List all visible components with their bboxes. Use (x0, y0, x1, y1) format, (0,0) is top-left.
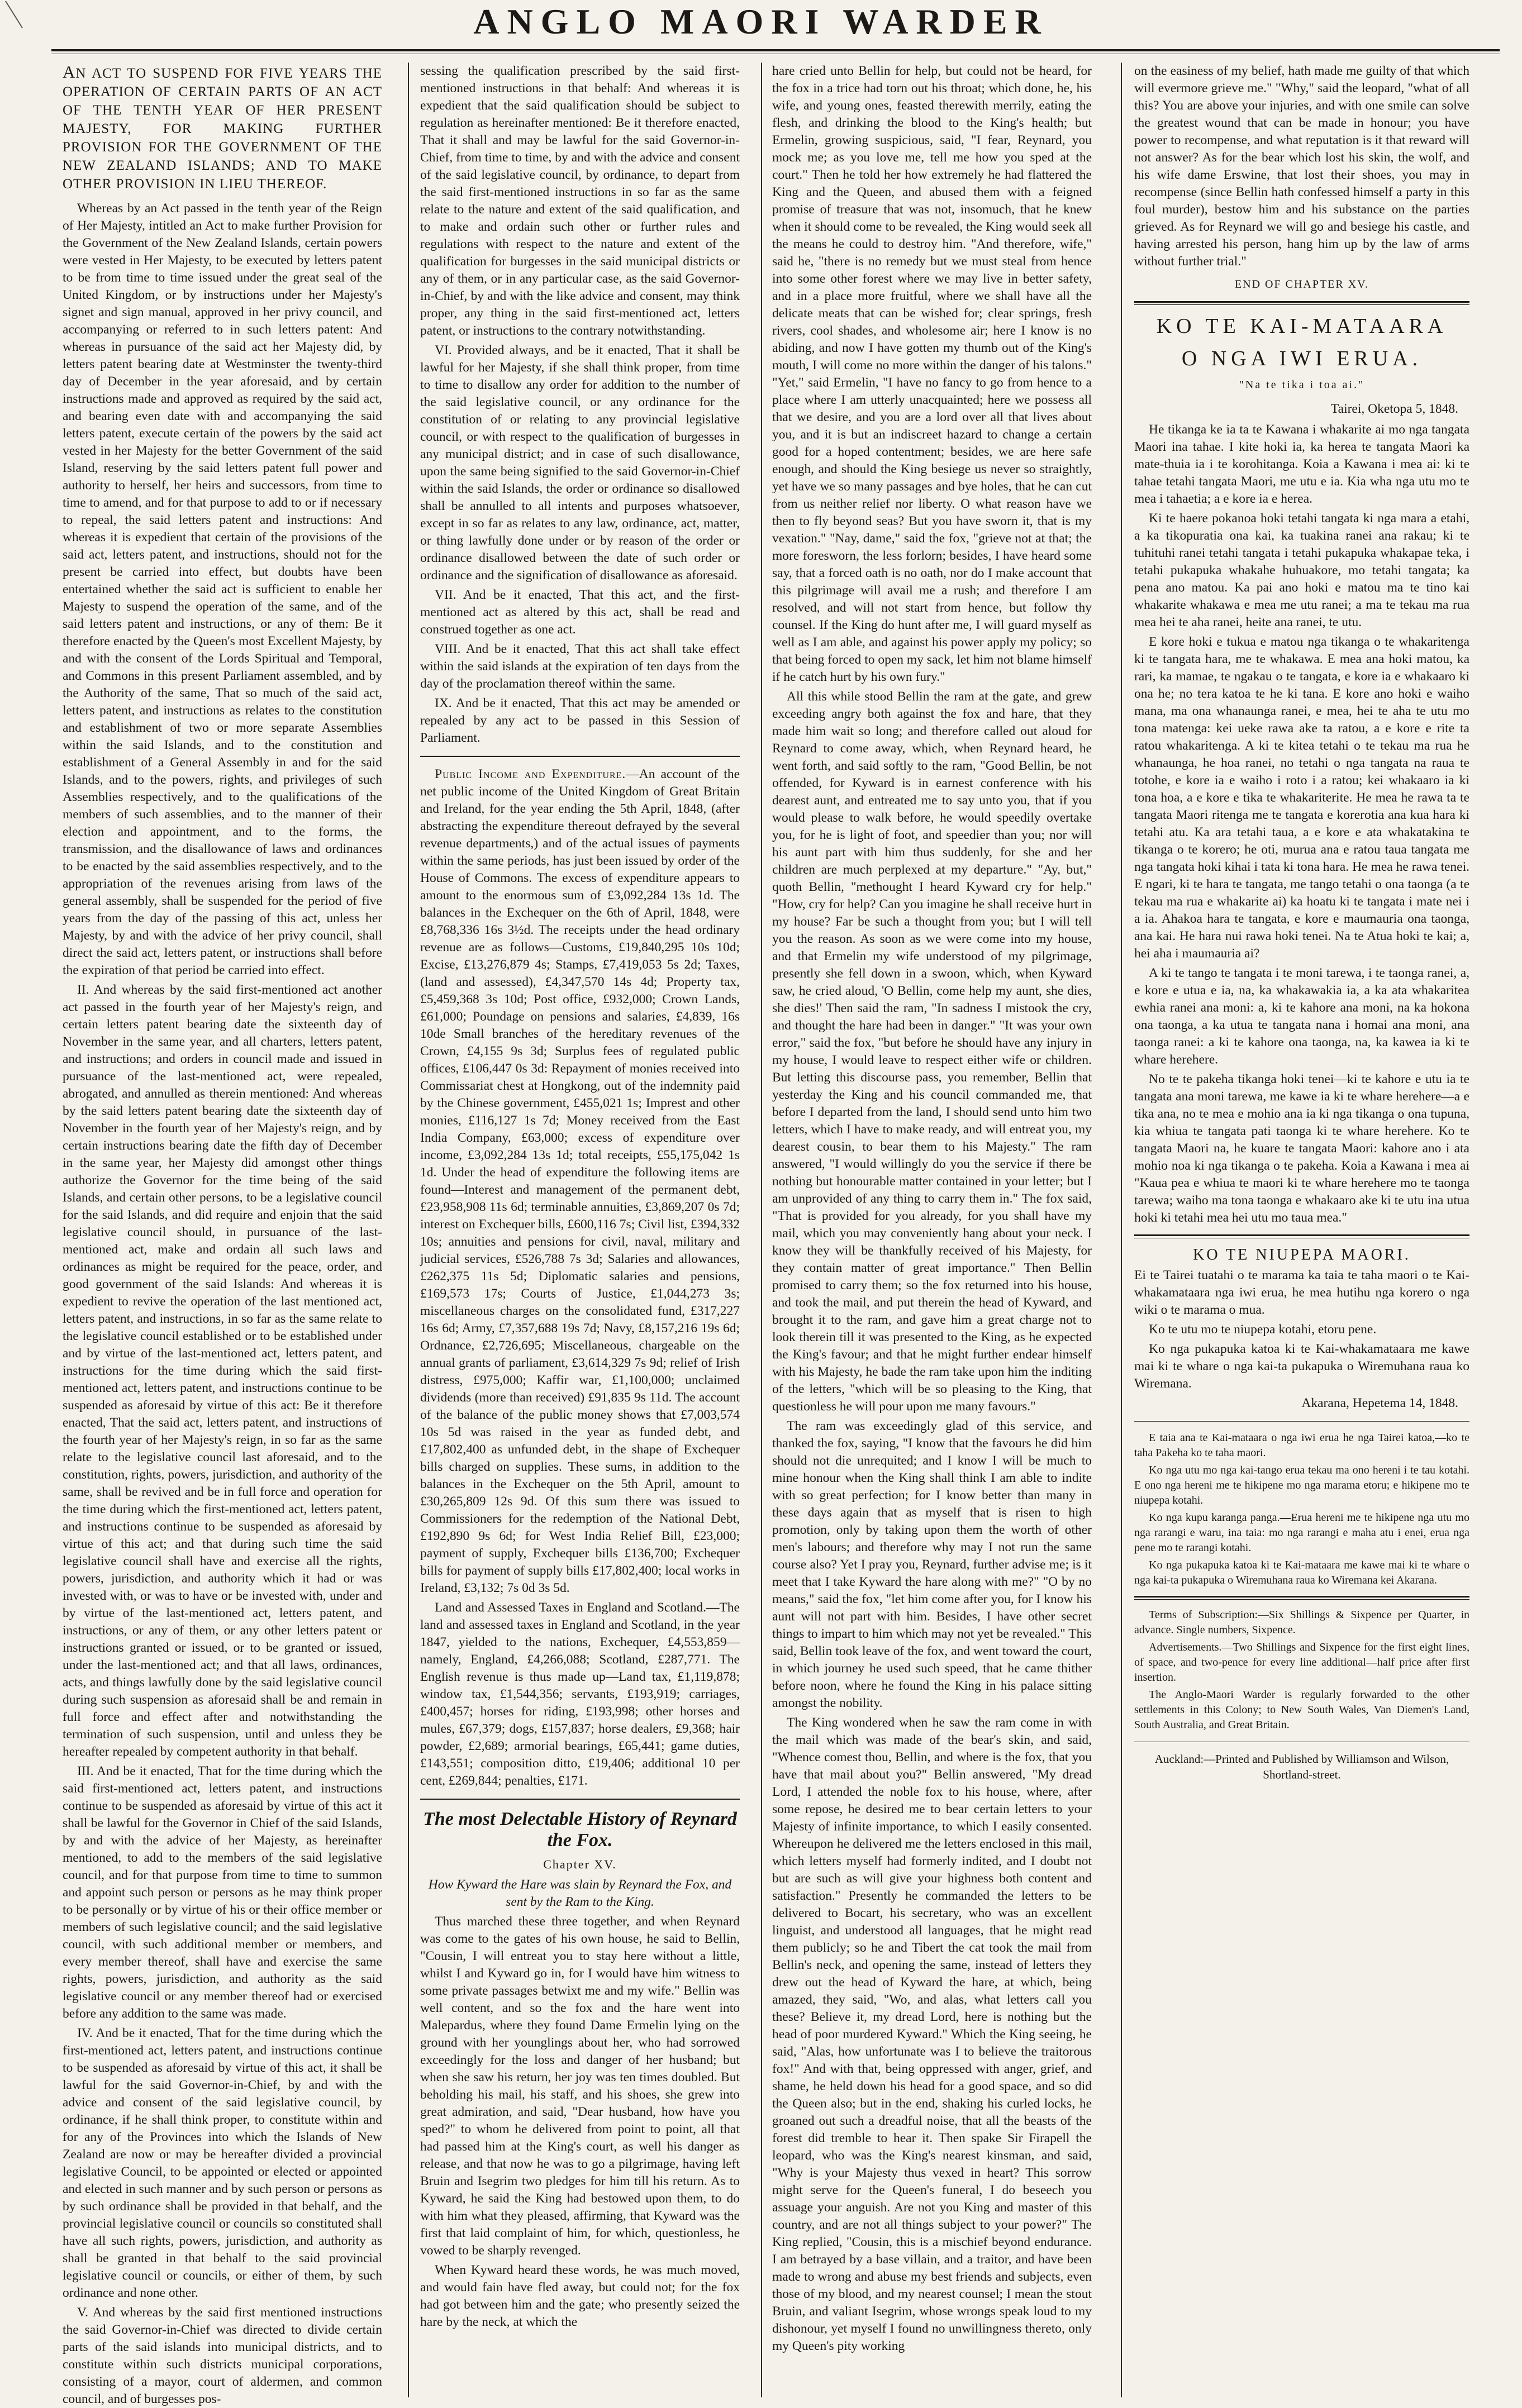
act-paragraph: VI. Provided always, and be it enacted, That it shall be lawful for her Majesty, if she shall think proper, from time to time to disallow any order for addition to the number of the said legislative council, or any ordinance for the constitution of or relating to any provincial legislative council, or with respect to the qualification of burgesses in any municipal district; and in case of such disallowance, upon the same being signified to the said Governor-in-Chief within the said Islands, the order or ordinance so disallowed shall be annulled to all intents and purposes whatsoever, except in so far as relates to any law, ordinance, act, matter, or thing lawfully done under or by reason of the order or ordinance disallowed between the date of such order or ordinance and the signification of disallowance as aforesaid. (420, 343, 740, 583)
niupepa-dateline: Akarana, Hepetema 14, 1848. (1301, 1396, 1458, 1410)
maori-title-line-1: KO TE KAI-MATAARA (1156, 314, 1448, 338)
dateline: Tairei, Oketopa 5, 1848. (1330, 402, 1458, 416)
section-divider (1134, 1234, 1469, 1238)
column-rule (1121, 63, 1122, 2397)
revenue-paragraph: Land and Assessed Taxes in England and Scotland.—The land and assessed taxes in England and Scotland, in the year 1847, yielded to the nations, Exchequer, £4,553,859—namely, England, £4,266,088; Scotland, £287,771. The English revenue is thus made up—Land tax, £1,119,878; window tax, £1,544,356; servants, £193,919; carriages, £400,457; horses for riding, £193,998; other horses and mules, £67,379; dogs, £157,837; horse dealers, £9,368; hair powder, £2,689; armorial bearings, £65,441; game duties, £143,551; composition ditto, £19,406; additional 10 per cent, £269,844; penalties, £171. (420, 1600, 740, 1788)
niupepa-paragraph: Ei te Tairei tuatahi o te marama ka taia te taha maori o te Kai-whakamataara nga iwi erua, he mea hutihu nga korero o nga wiki o te marama o mua. (1134, 1268, 1469, 1317)
story-paragraph: The ram was exceedingly glad of this service, and thanked the fox, saying, "I know that the favours he did him should not die unrequited; and I know I will be much to mine honour when the King shall think I am able to indite with so great perfection; for I know better than many in these days again that as myself that is risen to high promotion, only by taking upon them the worth of other men's labours; and therefore why may I not run the same course also? Yet I pray you, Reynard, further advise me; is it meet that I take Kyward the hare along with me?" "O by no means," said the fox, "let him come after you, for I know his aunt will not part with him. Besides, I have other secret things to impart to him which may not yet be revealed." This said, Bellin took leave of the fox, and went toward the court, in which journey he used such speed, that he came thither before noon, where he found the King in his palace sitting amongst the nobility. (772, 1419, 1092, 1710)
act-paragraph: IV. And be it enacted, That for the time during which the first-mentioned act, letters patent, and instructions continue to be suspended as aforesaid by virtue of this act, it shall be lawful for the said Governor-in-Chief, by and with the advice and consent of the said legislative council, by ordinance, if he shall think proper, to constitute within and for any of the Provinces into which the Islands of New Zealand are now or may be hereafter divided a provincial legislative Council, to be appointed or elected or appointed and elected in such manner and by such person or persons as by such ordinance shall be provided in that behalf, and the provincial legislative council or councils so constituted shall have all such rights, powers, jurisdiction, and authority as shall be granted in that behalf to the said provincial legislative council or councils, or either of them, by such ordinance and none other. (63, 2026, 382, 2300)
section-divider (420, 756, 740, 757)
section-divider (420, 1799, 740, 1800)
act-paragraph: II. And whereas by the said first-mentioned act another act passed in the fourth year of her Majesty's reign, and certain letters patent bearing date the sixteenth day of November in the same year, and all charters, letters patent, and instructions; and orders in council made and issued in pursuance of the last-mentioned act, were repealed, abrogated, and annulled as therein mentioned: And whereas by the said letters patent bearing date the sixteenth day of November in the fourth year of her Majesty's reign, and by certain instructions bearing date the fifth day of December in the same year, her Majesty did amongst other things authorize the Governor for the time being of the said Islands, and certain other persons, to be a legislative council for the said Islands, and did require and enjoin that the said legislative council should, in pursuance of the last-mentioned act, make and ordain all such laws and ordinances as might be required for the peace, order, and good government of the said Islands: And whereas it is expedient to revive the operation of the last mentioned act, letters patent, and instructions, in so far as the same relate to the legislative council established or to be established under and by virtue of the last-mentioned act, letters patent, and instructions for the time during which the said first-mentioned act, letters patent, and instructions continue to be suspended as aforesaid by virtue of this act: Be it therefore enacted, That the said act, letters patent, and instructions of the fourth year of her Majesty's reign, in so far as the same relate to the legislative council last aforesaid, and to the constitution, rights, powers, jurisdiction, and authority of the same, shall be revived and be in full force and operation for the time during which the first-mentioned act, letters patent, and instructions continue to be suspended as aforesaid by virtue of this act; and that during such time the said legislative council shall have and exercise all the rights, powers, jurisdiction, and authority which it had or was invested with, or was to have or be invested with, under and by virtue of the last-mentioned act, letters patent, and instructions, or any of them, or any other letters patent or instructions granted or issued, or to be granted or issued, under the last-mentioned act; and that all laws, ordinances, acts, and things lawfully done by the said legislative council during such suspension as aforesaid shall be and remain in full force and effect after and notwithstanding the termination of such suspension, until and unless they be hereafter repealed by competent authority in that behalf. (63, 983, 382, 1759)
maori-notice: Ko nga pukapuka katoa ki te Kai-mataara me kawe mai ki te whare o nga kai-ta pukapuka o Wiremuhana raua ko Wiremana kei Akarana. (1134, 1559, 1469, 1586)
maori-paragraph: No te te pakeha tikanga hoki tenei—ki te kahore e utu ia te tangata ana moni tarewa, me kawe ia ki te whare herehere—a e tika ana, no te mea e mohio ana ia ki nga tikanga o ona tupuna, kia whiua te tangata pati taonga ki te whare herehere. Ko te tangata Maori na, he kuare te tangata Maori: kahore ano i ata mohio noa ki nga tikanga o te pakeha. Koia a Kawana i mea ai "Kaua pea e whiua te maori ki te whare herehere mo te taonga tarewa; waiho ma tona taonga e whakaaro ake ki te utu ina utua hoki ki tetahi mea hei utu mo taua mea." (1134, 1072, 1469, 1225)
terms-paragraph: Advertisements.—Two Shillings and Sixpence for the first eight lines, of space, and two-pence for every line additional—half price after first insertion. (1134, 1641, 1469, 1684)
terms-paragraph: The Anglo-Maori Warder is regularly forwarded to the other settlements in this Colony; to New South Wales, Van Diemen's Land, South Australia, and Great Britain. (1134, 1689, 1469, 1731)
maori-title-line-2: O NGA IWI ERUA. (1181, 347, 1423, 370)
column-4 (1134, 63, 1469, 2381)
maori-motto: "Na te tika i toa ai." (1239, 379, 1365, 391)
section-divider (1134, 301, 1469, 305)
story-paragraph: hare cried unto Bellin for help, but could not be heard, for the fox in a trice had torn out his throat; which done, he, his wife, and young ones, feasted therewith merrily, eating the flesh, and drinking the blood to the King's health; but Ermelin, growing suspicious, said, "I fear, Reynard, you mock me; as you love me, tell me how you sped at the court." Then he told her how extremely he had flattered the King and the Queen, and abused them with a feigned promise of treasure that was not, insomuch, that he knew when it should come to be revealed, the King would seek all the means he could to destroy him. "And therefore, wife," said he, "there is no remedy but we must steal from hence into some other forest where we may live in better safety, and in a place more fruitful, where we shall have all the delicate meats that can be wished for; clear springs, fresh rivers, cool shades, and wholesome air; here I know is no abiding, and now I have gotten my thumb out of the King's mouth, I will come no more within the danger of his talons." "Yet," said Ermelin, "I have no fancy to go from hence to a place where I am utterly unacquainted; here we possess all that we desire, and you are a lord over all that lives about you, and it is but an indiscreet hazard to change a certain good for a hoped contentment; besides, we are here safe enough, and should the King besiege us never so straightly, yet have we so many passages and bye holes, that he can cut from us neither relief nor liberty. O what reason have we then to fly beyond seas? But you have sworn it, that is my vexation." "Nay, dame," said the fox, "grieve not at that; the more foresworn, the less forlorn; besides, I have heard some say, that a forced oath is no oath, nor do I make account that this pilgrimage will avail me a rush; and therefore I am resolved, and will not start from hence, but follow thy counsel. If the King do hunt after me, I will guard myself as well as I am able, and against his power apply my policy; so that being forced to open my sack, let him not blame himself if he catch hurt by his own fury." (772, 64, 1092, 684)
act-paragraph: sessing the qualification prescribed by the said first-mentioned instructions in that behalf: And whereas it is expedient that the said qualification should be subject to regulation as hereinafter mentioned: Be it therefore enacted, That it shall and may be lawful for the said Governor-in-Chief, from time to time, by and with the advice and consent of the said legislative council, by ordinance, to depart from the said first-mentioned instructions in so far as the same relate to the nature and extent of the said qualification, and to make and ordain such other or further rules and regulations with respect to the nature and extent of the qualification for burgesses in the said municipal districts or any of them, or in any particular case, as the said Governor-in-Chief, by and with the like advice and consent, may think proper, any thing in the said first-mentioned act, letters patent, or instructions to the contrary notwithstanding. (420, 64, 740, 338)
revenue-text: An account of the net public income of the United Kingdom of Great Britain and Ireland, for the year ending the 5th April, 1848, (after abstracting the expenditure thereout defrayed by the several revenue departments,) and of the actual issues of payments within the same periods, has just been issued by order of the House of Commons. The excess of expenditure appears to amount to the enormous sum of £3,092,284 13s 1d. The balances in the Exchequer on the 6th of April, 1848, were £8,768,336 16s 3½d. The receipts under the head ordinary revenue are as follows—Customs, £19,840,295 10s 10d; Excise, £13,276,879 4s; Stamps, £7,419,053 5s 2d; Taxes, (land and assessed), £4,347,570 14s 4d; Property tax, £5,459,368 3s 10d; Post office, £932,000; Crown Lands, £61,000; Poundage on pensions and salaries, £4,839, 16s 10de Small branches of the hereditary revenues of the Crown, £4,155 9s 3d; Surplus fees of regulated public offices, £106,447 0s 3d: Repayment of monies received into Commissariat chest at Hongkong, out of the indemnity paid by the Chinese government, £455,021 1s; Imprest and other monies, £116,127 1s 7d; Money received from the East India Company, £63,000; excess of expenditure over income, £3,092,284 13s 1d; total receipts, £55,175,042 1s 1d. Under the head of expenditure the following items are found—Interest and management of the permanent debt, £23,958,908 11s 6d; terminable annuities, £3,869,207 0s 7d; interest on Exchequer bills, £600,116 7s; Civil list, £394,332 10s; annuities and pensions for civil, naval, military and judicial services, £526,788 7s 3d; Salaries and allowances, £262,375 11s 5d; Diplomatic salaries and pensions, £169,573 17s; Courts of Justice, £1,044,273 3s; miscellaneous charges on the consolidated fund, £317,227 16s 6d; Army, £7,357,688 19s 7d; Navy, £8,157,216 19s 6d; Ordnance, £2,726,695; Miscellaneous, chargeable on the annual grants of parliament, £3,614,329 7s 9d; relief of Irish distress, £975,000; Kaffir war, £1,100,000; unclaimed dividends (more than received) £91,835 9s 11d. The account of the balance of the public money shows that £7,003,574 10s 5d was raised in the year as funded debt, and £17,802,400 as unfunded debt, in the shape of Exchequer bills charged on supplies. These sums, in addition to the balances in the Exchequer on the 5th April, amount to £30,265,809 12s 9d. Of this sum there was issued to Commissioners for the redemption of the National Debt, £192,890 9s 6d; for West India Relief Bill, £23,000; payment of supply, Exchequer bills £136,700; Exchequer bills for payment of supply bills £17,802,400; local works in Ireland, £3,132; 7s 0d 3s 5d. (420, 767, 740, 1595)
maori-paragraph: Ki te haere pokanoa hoki tetahi tangata ki nga mara a etahi, a ka tikopuratia ona kai, ka tuakina ranei ana rakau; ki te tuhituhi ranei tetahi tangata i tetahi pukapuka whakapae teka, i tetahi pukapuka whakahe huhuakore, mo tetahi tangata; ka pena ano matou. Ka pai ano hoki e matou ma te tino kai whakarite whakawa e mea me utu ranei; a ma te tekau ma rua mea hei te aha ranei, heite ana ranei, te utu. (1134, 511, 1469, 630)
revenue-heading: Public Income and Expenditure. (435, 767, 626, 781)
act-paragraph: V. And whereas by the said first mentioned instructions the said Governor-in-Chief was directed to divide certain parts of the said islands into municipal districts, and to constitute within such districts municipal corporations, consisting of a mayor, court of aldermen, and common council, and of burgesses pos- (63, 2305, 382, 2406)
story-paragraph: When Kyward heard these words, he was much moved, and would fain have fled away, but could not; for the fox had got between him and the gate; who presently seized the hare by the neck, at which the (420, 2263, 740, 2329)
niupepa-paragraph: Ko te utu mo te niupepa kotahi, etoru pene. (1149, 1322, 1377, 1337)
maori-notice: Ko nga kupu karanga panga.—Erua hereni me te hikipene nga utu mo nga rarangi e waru, ina taia: mo nga rarangi e maha atu i enei, erua nga pene mo te rarangi kotahi. (1134, 1511, 1469, 1554)
column-3 (772, 63, 1092, 2381)
act-paragraph: VIII. And be it enacted, That this act shall take effect within the said islands at the expiration of ten days from the day of the proclamation thereof within the same. (420, 642, 740, 691)
story-paragraph: on the easiness of my belief, hath made me guilty of that which will evermore grieve me." "Why," said the leopard, "what of all this? You are above your injuries, and with one smile can solve the greatest wound that can be made in honour; you have power to recompense, and what reputation is it that reward will not answer? As for the bear which lost his skin, the wolf, and his wife dame Erswine, that lost their shoes, you may in recompense (since Bellin hath confessed himself a party in this foul murder), bestow him and his substance on the parties grieved. As for Reynard we will go and besiege his castle, and having arrested his person, hang him up by the law of arms without further trial." (1134, 64, 1469, 269)
maori-paragraph: He tikanga ke ia ta te Kawana i whakarite ai mo nga tangata Maori ina tahae. I kite hoki ia, ka herea te tangata Maori ka mate-thuia ia i te korohitanga. Koia a Kawana i mea ai: ki te tahae tetahi tangata Maori, me utu e ia. Kia wha nga utu mo te mea i tahaetia; a e kore ia e herea. (1134, 422, 1469, 506)
act-paragraph: IX. And be it enacted, That this act may be amended or repealed by any act to be passed in this Session of Parliament. (420, 696, 740, 745)
masthead-rule-thick (51, 49, 1500, 51)
maori-paragraph: A ki te tango te tangata i te moni tarewa, i te taonga ranei, a, e kore e utua e ia, na, ka whakawakia ia, a ka ata whakaritea ewhia ranei ana moni: a, ki te kahore ana moni, na ka hokona ona taonga, a ka utua te tangata nana i homai ana moni, ana taonga ranei: a ki te kahore ona taonga, na, ka kawea ia ki te whare herehere. (1134, 966, 1469, 1067)
niupepa-paragraph: Ko nga pukapuka katoa ki te Kai-whakamataara me kawe mai ki te whare o nga kai-ta pukapuka o Wiremuhana raua ko Wiremana. (1134, 1342, 1469, 1391)
chapter-summary: How Kyward the Hare was slain by Reynard the Fox, and sent by the Ram to the King. (428, 1877, 732, 1909)
act-paragraph: VII. And be it enacted, That this act, and the first-mentioned act as altered by this act, shall be read and construed together as one act. (420, 588, 740, 637)
column-2 (420, 63, 740, 2381)
act-paragraph: III. And be it enacted, That for the time during which the said first-mentioned act, letters patent, and instructions continue to be suspended as aforesaid by virtue of this act it shall be lawful for the Governor in Chief of the said Islands, by and with the advice of her Majesty, as hereinafter mentioned, to add to the members of the said legislative council, and for that purpose from time to time to summon and appoint such person or persons as he may think proper to be personally or by virtue of his or their office member or members of such legislative council; and the said legislative council, with such additional member or members, and every member thereof, shall have and exercise the same rights, powers, jurisdiction, and authority as the said legislative council or any member thereof had or exercised before any addition to the same was made. (63, 1764, 382, 2021)
chapter-heading: Chapter XV. (543, 1857, 617, 1871)
maori-notice: E taia ana te Kai-mataara o nga iwi erua he nga Tairei katoa,—ko te taha Pakeha ko te taha maori. (1134, 1432, 1469, 1459)
revenue-article: Public Income and Expenditure.—An account of the net public income of the United Kingdom of Great Britain and Ireland, for the year ending the 5th April, 1848, (after abstracting the expenditure thereout defrayed by the several revenue departments,) and of the actual issues of payments within the same periods, has just been issued by order of the House of Commons. The excess of expenditure appears to amount to the enormous sum of £3,092,284 13s 1d. The balances in the Exchequer on the 6th of April, 1848, were £8,768,336 16s 3½d. The receipts under the head ordinary revenue are as follows—Customs, £19,840,295 10s 10d; Excise, £13,276,879 4s; Stamps, £7,419,053 5s 2d; Taxes, (land and assessed), £4,347,570 14s 4d; Property tax, £5,459,368 3s 10d; Post office, £932,000; Crown Lands, £61,000; Poundage on pensions and salaries, £4,839, 16s 10de Small branches of the hereditary revenues of the Crown, £4,155 9s 3d; Surplus fees of regulated public offices, £106,447 0s 3d: Repayment of monies received into Commissariat chest at Hongkong, out of the indemnity paid by the Chinese government, £455,021 1s; Imprest and other monies, £116,127 1s 7d; Money received from the East India Company, £63,000; excess of expenditure over income, £3,092,284 13s 1d; total receipts, £55,175,042 1s 1d. Under the head of expenditure the following items are found—Interest and management of the permanent debt, £23,958,908 11s 6d; terminable annuities, £3,869,207 0s 7d; interest on Exchequer bills, £600,116 7s; Civil list, £394,332 10s; annuities and pensions for civil, naval, military and judicial services, £526,788 7s 3d; Salaries and allowances, £262,375 11s 5d; Diplomatic salaries and pensions, £169,573 17s; Courts of Justice, £1,044,273 3s; miscellaneous charges on the consolidated fund, £317,227 16s 6d; Army, £7,357,688 19s 7d; Navy, £8,157,216 19s 6d; Ordnance, £2,726,695; Miscellaneous, chargeable on the annual grants of parliament, £3,614,329 7s 9d; relief of Irish distress, £975,000; Kaffir war, £1,100,000; unclaimed dividends (more than received) £91,835 9s 11d. The account of the balance of the public money shows that £7,003,574 10s 5d was raised in the year as funded debt, and £17,802,400 as unfunded debt, in the shape of Exchequer bills charged on supplies. These sums, in addition to the balances in the Exchequer on the 5th April, amount to £30,265,809 12s 9d. Of this sum there was issued to Commissioners for the redemption of the National Debt, £192,890 9s 6d; for West India Relief Bill, £23,000; payment of supply, Exchequer bills £136,700; Exchequer bills for payment of supply bills £17,802,400; local works in Ireland, £3,132; 7s 0d 3s 5d. (420, 767, 740, 1595)
maori-notice: Ko nga utu mo nga kai-tango erua tekau ma ono hereni i te tau kotahi. E ono nga hereni me te hikipene mo nga marama etoru; e hikipene mo te niupepa kotahi. (1134, 1464, 1469, 1506)
masthead: ANGLO MAORI WARDER (473, 2, 1049, 41)
end-of-chapter: END OF CHAPTER XV. (1234, 278, 1369, 290)
story-paragraph: The King wondered when he saw the ram come in with the mail which was made of the bear's skin, and said, "Whence comest thou, Bellin, and where is the fox, that you have that mail about you?" Bellin answered, "My dread Lord, I attended the noble fox to his house, where, after some repose, he desired me to bear certain letters to your Majesty of infinite importance, to which I easily consented. Whereupon he delivered me the letters enclosed in this mail, which letters myself had formerly indited, and I doubt not but are such as will give your highness both content and satisfaction." Presently he commanded the letters to be delivered to Bocart, his secretary, who was an excellent linguist, and understood all languages, that he might read them publicly; so he and Tibert the cat took the mail from Bellin's neck, and opening the same, instead of letters they drew out the head of Kyward the hare, at which, being amazed, they said, "Wo, and alas, what letters call you these? Believe it, my dread Lord, here is nothing but the head of poor murdered Kyward." Which the King seeing, he said, "Alas, how unfortunate was I to believe the traitorous fox!" And with that, being oppressed with anger, grief, and shame, he held down his head for a good space, and so did the Queen also; but in the end, shaking his curled locks, he groaned out such a dreadful noise, that all the beasts of the forest did tremble to hear it. Then spake Sir Firapell the leopard, who was the King's nearest kinsman, and said, "Why is your Majesty thus vexed in heart? This sorrow might serve for the Queen's funeral, I do beseech you assuage your anguish. Are not you King and master of this country, and are not all things subject to your power?" The King replied, "Cousin, this is a mischief beyond endurance. I am betrayed by a base villain, and a traitor, and have been made to wrong and abuse my best friends and subjects, even those of my blood, and my nearest counsel; I mean the stout Bruin, and valiant Isegrim, whose wrongs speak loud to my dishonour, yet myself I found no unwillingness thereto, only my Queen's pity working (772, 1715, 1092, 2353)
column-rule (408, 63, 409, 2397)
section-divider (1134, 1596, 1469, 1600)
story-paragraph: All this while stood Bellin the ram at the gate, and grew exceeding angry both against the fox and hare, that they made him wait so long; and therefore called out aloud for Reynard to come away, which, when Reynard heard, he went forth, and said softly to the ram, "Good Bellin, be not offended, for Kyward is in earnest conference with his dearest aunt, and entreated me to say unto you, that if you would please to walk before, he would speedily overtake you, for he is light of foot, and speedier than you; nor will his aunt part with him thus suddenly, for she and her children are much perplexed at my departure." "Ay, but," quoth Bellin, "methought I heard Kyward cry for help." "How, cry for help? Can you imagine he shall receive hurt in my house? Far be such a thought from you; but I will tell you the reason. As soon as we were come into my house, and that Ermelin my wife understood of my pilgrimage, presently she fell down in a swoon, which, when Kyward saw, he cried aloud, 'O Bellin, come help my aunt, she dies, she dies!' Then said the ram, "In sadness I mistook the cry, and thought the hare had been in danger." "It was your own error," said the fox, "but before he should have any injury in my house, I would leave to respect either wife or children. But letting this discourse pass, you remember, Bellin that yesterday the King and his council commanded me, that before I departed from the land, I should send unto him two letters, which I have to make ready, and will entreat you, my dearest cousin, to bear them to his Majesty." The ram answered, "I would willingly do you the service if there be nothing but honourable matter contained in your letter; but I am unprovided of any thing to carry them in." The fox said, "That is provided for you already, for you shall have my mail, which you may conveniently hang about your neck. I know they will be thankfully received of his Majesty, for they contain matter of great importance." Then Bellin promised to carry them; so the fox returned into his house, and took the mail, and put therein the head of Kyward, and brought it to the ram, and gave him a great charge not to look therein till it was presented to the King, as he expected the King's favour; and that he might further endear himself with his Majesty, he bade the ram take upon him the inditing of the letters, "which will be so pleasing to the King, that questionless he will pour upon me many favours." (772, 689, 1092, 1414)
section-divider (1134, 1421, 1469, 1422)
niupepa-heading: KO TE NIUPEPA MAORI. (1193, 1246, 1411, 1263)
reynard-title: The most Delectable History of Reynard the Fox. (423, 1809, 737, 1851)
story-paragraph: Thus marched these three together, and when Reynard was come to the gates of his own house, he said to Bellin, "Cousin, I will entreat you to stay here without a little, whilst I and Kyward go in, for I would have him witness to some private passages betwixt me and my wife." Bellin was well content, and so the fox and the hare went into Malepardus, where they found Dame Ermelin lying on the ground with her younglings about her, who had sorrowed exceedingly for the loss and danger of her husband; but when she saw his return, her joy was ten times doubled. But beholding his mail, his staff, and his shoes, she grew into great admiration, and said, "Dear husband, how have you sped?" to whom he delivered from point to point, all that had passed him at the King's court, as well his danger as release, and that now he was to go a pilgrimage, having left Bruin and Isegrim two pledges for him till his return. As to Kyward, he said the King had bestowed upon them, to do with him what they pleased, affirming, that Kyward was the first that laid complaint of him, for which, questionless, he vowed to be sharply revenged. (420, 1914, 740, 2258)
column-rule (761, 63, 762, 2397)
imprint: Auckland:—Printed and Published by Williamson and Wilson, Shortland-street. (1154, 1752, 1449, 1781)
act-title: AN ACT TO SUSPEND FOR FIVE YEARS THE OPERATION OF CERTAIN PARTS OF AN ACT OF THE TENTH YEAR OF HER PRESENT MAJESTY, FOR MAKING FURTHER PROVISION FOR THE GOVERNMENT OF THE NEW ZEALAND ISLANDS; AND TO MAKE OTHER PROVISION IN LIEU THEREOF. (63, 62, 382, 192)
act-paragraph: Whereas by an Act passed in the tenth year of the Reign of Her Majesty, intitled an Act to make further Provision for the Government of the New Zealand Islands, certain powers were vested in Her Majesty, to be executed by letters patent to be from time to time issued under the great seal of the United Kingdom, or by instructions under her Majesty's signet and sign manual, approved in her privy council, and accompanying or referred to in such letters patent: And whereas in pursuance of the said act her Majesty did, by letters patent bearing date at Westminster the twenty-third day of December in the year aforesaid, and by certain instructions made and approved as required by the said act, and bearing even date with and accompanying the said letters patent, execute certain of the powers by the said act vested in her Majesty for the better Government of the said Island, reserving by the said letters patent full power and authority to herself, her heirs and successors, from time to time to amend, and for that purpose to add to or if necessary to repeal, the said letters patent and instructions: And whereas it is expedient that certain of the provisions of the said act, letters patent, and instructions, should not for the present be carried into effect, but doubts have been entertained whether the said act is sufficient to enable her Majesty to suspend the operation of the same, and of the said letters patent and instructions, or any of them: Be it therefore enacted by the Queen's most Excellent Majesty, by and with the consent of the Lords Spiritual and Temporal, and Commons in this present Parliament assembled, and by the Authority of the same, That so much of the said act, letters patent, and instructions as relates to the constitution and establishment of two or more separate Assemblies within the said Islands, and to the constitution and establishment of a General Assembly in and for the said Islands, and to the powers, rights, and privileges of such Assemblies respectively, and to the qualifications of the members of such assemblies, and to the manner of their election and appointment, and to the forms, the transmission, and the disallowance of laws and ordinances to be enacted by the said assemblies respectively, and to the appropriation of the revenues arising from laws of the general assembly, shall be suspended for the period of five years from the day of the passing of this act, unless her Majesty, by and with the advice of her privy council, shall direct the said act, letters patent, or instructions shall before the expiration of that period be carried into effect. (63, 201, 382, 977)
column-1 (63, 62, 382, 2406)
terms-paragraph: Terms of Subscription:—Six Shillings & Sixpence per Quarter, in advance. Single numbers, Sixpence. (1134, 1609, 1469, 1636)
maori-paragraph: E kore hoki e tukua e matou nga tikanga o te whakaritenga ki te tangata hara, me te whakawa. E mea ana hoki matou, ka rari, ka mamae, te ngakau o te tangata, e kore ia e whakaaro ki ona he; no tera katoa te he ki tana. E kore ano hoki e waiho mana, ma ona whanaunga ranei, e mea, hei te aha te utu mo tona matenga: kei ueke rawa ake ta ratou, a e kore e rite ta ratou whakaritenga. A ki te kitea tetahi o te tekau ma rua he whanaunga, he hoa ranei, no tetahi o nga tangata na raua te totohe, e kore ia e waiho i roto i a ratou; kei whakaaro ia ki tona hoa, a e kore e tika te whakariterite. He mea he rawa ta te tangata Maori ritenga me te tangata e korerotia ana kua hara ki tetahi atu. Ka ara tetahi taua, a e kore e ata whakatakina te tikanga o te korero; he oti, murua ana e ratou taua tangata me nga tangata hoki kihai i tata ki tona hara. He mea he rawa tenei. E ngari, ki te hara te tangata, me tango tetahi o ona taonga (a te tekau ma rua e whakarite ai) ka hoatu ki te tangata i mate nei i a ia. Ahakoa hara te tangata, e kore e maumauria ona taonga, ana kai. He hara nui rawa hoki tenei. Na te Atua hoki te kai; a, hei aha i maumauria ai? (1134, 635, 1469, 961)
